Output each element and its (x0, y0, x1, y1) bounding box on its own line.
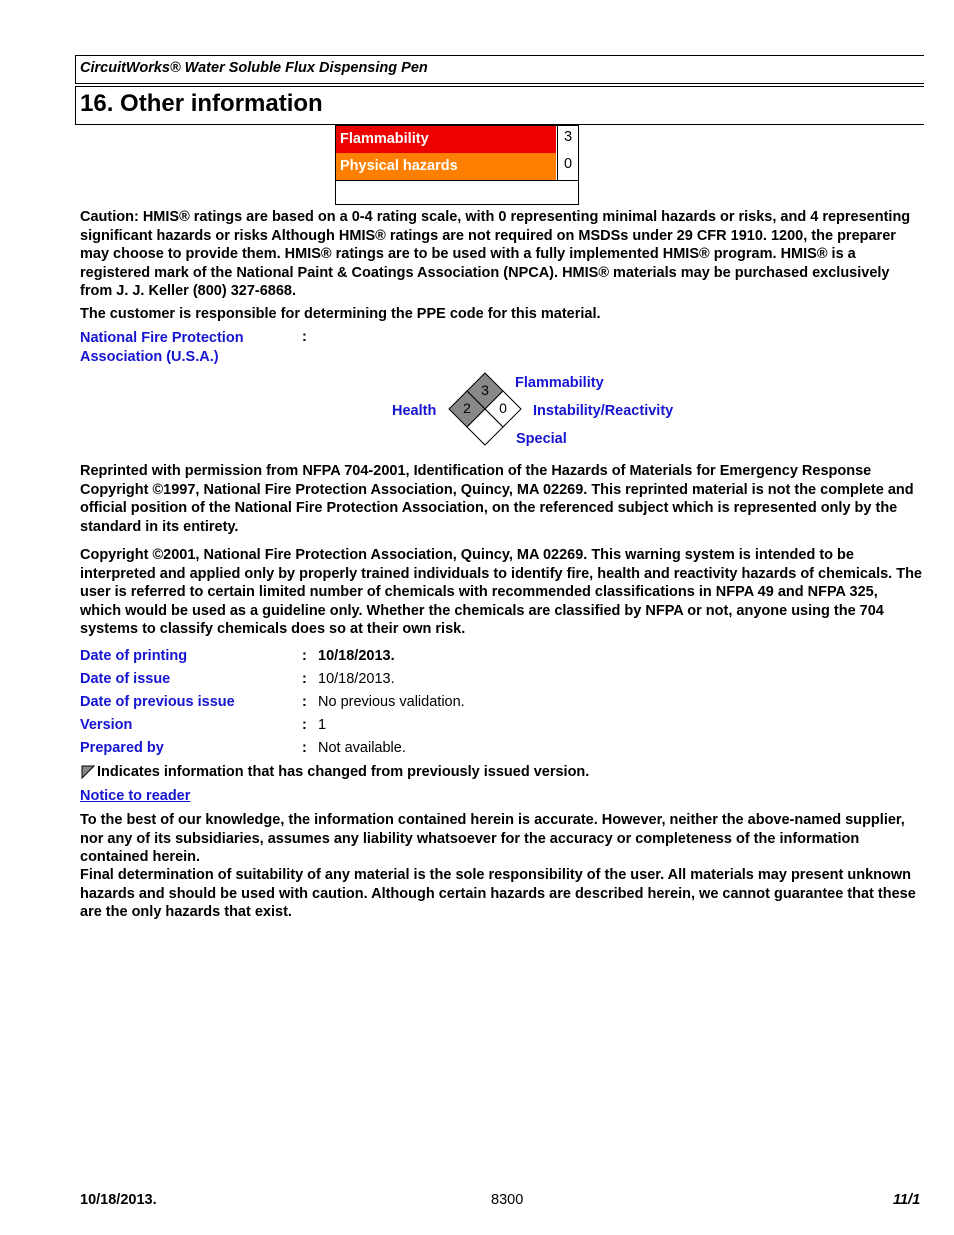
info-colon: : (302, 740, 307, 756)
info-colon: : (302, 694, 307, 710)
hmis-caution-text: Caution: HMIS® ratings are based on a 0-4 rating scale, with 0 representing minimal hazards or risks, and 4 representing significant hazards or risks Although HMIS® ratings are not required on MSDSs under 29 CFR 1910. 1200, the preparer may choose to provide them. HMIS® ratings are to be used with a fully implemented HMIS® program. HMIS® is a registered mark of the National Paint & Coatings Association (NPCA). HMIS® materials may be purchased exclusively from J. J. Keller (800) 327-6868. (80, 209, 911, 300)
hmis-label-physical-hazards: Physical hazards (336, 153, 556, 180)
prepared-by-label: Prepared by (80, 740, 164, 756)
hmis-rating-table (335, 125, 579, 205)
hmis-row-flammability (336, 126, 578, 153)
info-colon: : (302, 671, 307, 687)
nfpa-flammability-label: Flammability (515, 375, 604, 391)
hmis-divider (336, 180, 578, 181)
info-colon: : (302, 648, 307, 664)
changed-note: Indicates information that has changed from previously issued version. (97, 764, 590, 780)
notice-text-suitability: Final determination of suitability of any material is the sole responsibility of the user. All materials may present unknown hazards and should be used with caution. Although certain hazards are described herein, we cannot guarantee that these are the only hazards that exist. (80, 867, 916, 921)
nfpa-health-label: Health (392, 403, 437, 419)
nfpa-instability-label: Instability/Reactivity (533, 403, 674, 419)
footer-date: 10/18/2013. (80, 1192, 157, 1208)
nfpa-special-label: Special (516, 431, 567, 447)
nfpa-label (80, 329, 244, 366)
version-value: 1 (318, 717, 327, 733)
nfpa-colon: : (302, 329, 307, 345)
nfpa-reprint-text: Reprinted with permission from NFPA 704-2001, Identification of the Hazards of Materials for Emergency Response Copyright ©1997, National Fire Protection Association, Quincy, MA 02269. This reprinted material is not the complete and official position of the National Fire Protection Association, on the referenced subject which is represented only by the standard in its entirety. (80, 463, 914, 535)
footer-page-number: 11/1 (893, 1192, 921, 1208)
nfpa-label-line1: National Fire Protection (80, 330, 244, 346)
date-of-printing-label: Date of printing (80, 648, 188, 664)
notice-to-reader-link[interactable]: Notice to reader (80, 788, 191, 804)
ppe-note: The customer is responsible for determining the PPE code for this material. (80, 306, 601, 322)
prepared-by-value: Not available. (318, 740, 406, 756)
hmis-value-flammability: 3 (557, 126, 578, 153)
date-of-printing-value: 10/18/2013. (318, 648, 395, 664)
date-of-issue-value: 10/18/2013. (318, 671, 395, 687)
nfpa-copyright-text: Copyright ©2001, National Fire Protection Association, Quincy, MA 02269. This warning system is intended to be interpreted and applied only by properly trained individuals to identify fire, health and reactivity hazards of chemicals. The user is referred to certain limited number of chemicals with recommended classifications in NFPA 49 and NFPA 325, which would be used as a guideline only. Whether the chemicals are classified by NFPA or not, anyone using the 704 systems to classify chemicals does so at their own risk. (80, 547, 922, 638)
date-of-issue-label: Date of issue (80, 671, 171, 687)
notice-text-accuracy: To the best of our knowledge, the information contained herein is accurate. However, neither the above-named supplier, nor any of its subsidiaries, assumes any liability whatsoever for the accuracy or completeness of the information contained herein. (80, 812, 905, 866)
changed-marker-icon (81, 765, 95, 779)
nfpa-flammability-value: 3 (481, 382, 489, 398)
date-of-previous-issue-value: No previous validation. (318, 694, 465, 710)
footer-code: 8300 (491, 1192, 524, 1208)
hmis-row-physical-hazards (336, 153, 578, 180)
nfpa-label-line2: Association (U.S.A.) (80, 348, 219, 365)
section-title: 16. Other information (80, 90, 323, 117)
hmis-value-physical-hazards: 0 (557, 153, 578, 180)
nfpa-health-value: 2 (463, 400, 471, 416)
product-title: CircuitWorks® Water Soluble Flux Dispensing Pen (80, 60, 428, 76)
nfpa-instability-value: 0 (499, 400, 507, 416)
info-colon: : (302, 717, 307, 733)
date-of-previous-issue-label: Date of previous issue (80, 694, 235, 710)
hmis-label-flammability: Flammability (336, 126, 556, 153)
version-label: Version (80, 717, 133, 733)
